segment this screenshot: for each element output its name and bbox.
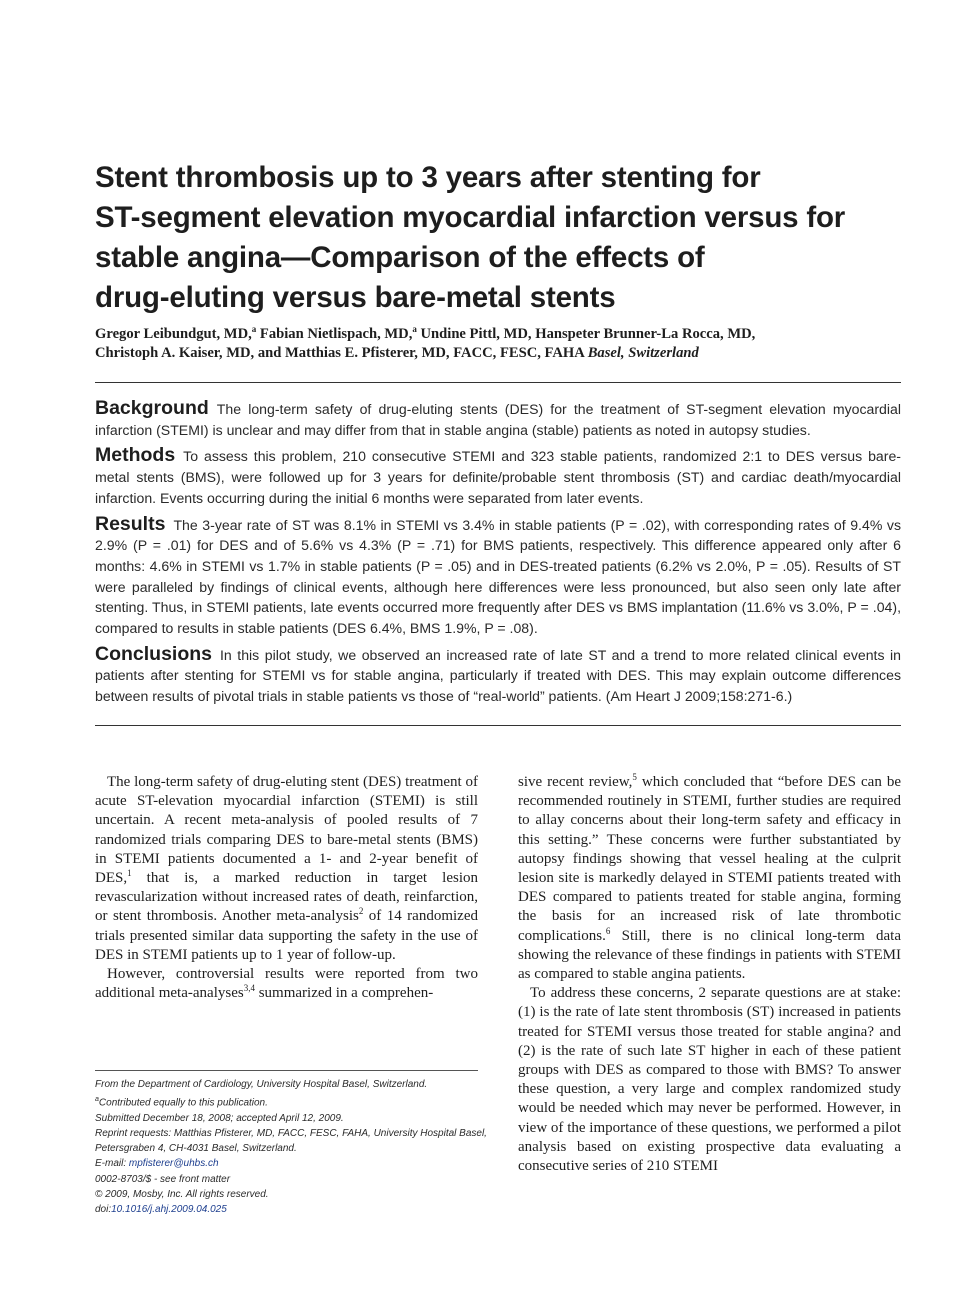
footnotes <box>95 1077 487 1217</box>
body-text: that is, a marked reduction in target lesion revascularization without increased rates of death, reinfarction, or stent thrombosis. Another meta-analysis <box>95 870 478 925</box>
abstract-text: The long-term safety of drug-eluting stents (DES) for the treatment of ST-segment elevation myocardial infarction (STEMI) is unclear and may differ from that in stable angina (stable) patients as noted in autopsy studies. <box>95 401 901 438</box>
abstract-text: In this pilot study, we observed an increased rate of late ST and a trend to more related clinical events in patients after stenting for STEMI vs for stable angina, particularly if treated with DES. This may explain outcome differences between results of pivotal trials in stable patients vs those of “real-world” patients. (Am Heart J 2009;158:271-6.) <box>95 646 901 705</box>
reference-link[interactable]: 5 <box>632 772 637 782</box>
footnote-copyright: © 2009, Mosby, Inc. All rights reserved. <box>95 1188 269 1200</box>
affiliation-marker: a <box>412 324 417 334</box>
body-text: To address these concerns, 2 separate questions are at stake: (1) is the rate of late stent thrombosis (ST) increased in patients treated for STEMI versus those treated for stable angina? and (2) is the rate of such late ST higher in each of these patient groups with DES as compared to those with BMS? To answer these question, a very large and complex randomized study would be needed which may never be performed. However, in view of the importance of these questions, we performed a pilot analysis based on existing prospective data evaluating a consecutive series of 210 STEMI <box>518 985 901 1175</box>
footnote-reprint: Reprint requests: Matthias Pfisterer, MD, FACC, FESC, FAHA, University Hospital Basel, <box>95 1127 487 1139</box>
affiliation-marker: a <box>251 324 257 334</box>
body-text: sive recent review, <box>518 774 633 790</box>
abstract-methods <box>95 445 901 508</box>
abstract-top-rule <box>95 382 901 383</box>
author-list <box>95 320 915 363</box>
footnote-email <box>95 1156 480 1171</box>
body-text: summarized in a comprehen- <box>254 985 434 1002</box>
title-line: Stent thrombosis up to 3 years after stenting for <box>95 161 761 194</box>
affiliation-marker: a <box>95 1096 99 1104</box>
reference-link[interactable]: 1 <box>127 868 132 879</box>
abstract-heading: Background <box>95 397 209 419</box>
title-line: drug-eluting versus bare-metal stents <box>95 281 616 314</box>
abstract-text: The 3-year rate of ST was 8.1% in STEMI vs 3.4% in stable patients (P = .02), with corresponding rates of 9.4% vs 2.9% (P = .01) for DES and of 5.6% vs 4.3% (P = .71) for BMS patients, respectively. This difference appeared only after 6 months: 4.6% in STEMI vs 1.7% in stable patients (P = .05) and in DES-treated patients (6.2% vs 2.0%, P = .05). Results of ST were paralleled by findings of clinical events, although here differences were less pronounced, but also seen only late after stenting. Thus, in STEMI patients, late events occurred more frequently after DES vs BMS implantation (11.6% vs 3.0%, P = .04), compared to results in stable patients (DES 6.4%, BMS 1.9%, P = .08). <box>95 516 901 637</box>
body-paragraph <box>95 773 478 965</box>
author-location: Basel, Switzerland <box>587 344 699 361</box>
footnote-doi <box>95 1202 480 1217</box>
email-link[interactable]: mpfisterer@uhbs.ch <box>128 1158 219 1170</box>
author-line-1 <box>95 320 915 344</box>
footnote-submitted: Submitted December 18, 2008; accepted April 12, 2009. <box>95 1112 344 1124</box>
footnote-contribution <box>95 1092 480 1111</box>
abstract-heading: Results <box>95 512 166 535</box>
article-title <box>95 158 915 318</box>
reference-link[interactable]: 3,4 <box>243 983 255 994</box>
reference-link[interactable]: 2 <box>358 906 364 917</box>
abstract-heading: Conclusions <box>95 642 213 665</box>
body-text: of 14 randomized trials presented similar data supporting the safety in the use of DES in STEMI patients up to 1 year of follow-up. <box>95 908 478 963</box>
title-line: stable angina—Comparison of the effects of <box>95 241 705 274</box>
abstract-results <box>95 514 901 639</box>
footnote-text: E-mail: <box>95 1158 129 1170</box>
footnote-text: Contributed equally to this publication. <box>98 1097 268 1109</box>
body-paragraph <box>518 984 901 1176</box>
footnote-issn: 0002-8703/$ - see front matter <box>95 1173 231 1185</box>
abstract-conclusions <box>95 644 901 707</box>
abstract-heading: Methods <box>95 444 176 467</box>
reference-link[interactable]: 6 <box>605 925 611 936</box>
body-paragraph <box>95 965 478 1003</box>
abstract-background <box>95 398 901 440</box>
abstract <box>95 398 901 712</box>
author-name: Christoph A. Kaiser, MD, and Matthias E. Pfisterer, MD, FACC, FESC, FAHA <box>95 344 585 361</box>
body-text: which concluded that “before DES can be recommended routinely in STEMI, further studies are required to allay concerns about their long-term safety and efficacy in this setting.” These concerns were further substantiated by autopsy findings showing that vessel healing at the culprit lesion site is markedly delayed in STEMI patients treated with DES compared to patients treated for stable angina, forming the basis for an increased risk of late thrombotic complications. <box>518 774 901 944</box>
footnote-text: doi: <box>95 1203 112 1215</box>
author-line-2 <box>95 344 915 363</box>
author-name: Fabian Nietlispach, MD, <box>256 325 413 342</box>
body-column-left <box>95 773 478 1003</box>
doi-link[interactable]: 10.1016/j.ahj.2009.04.025 <box>111 1203 227 1215</box>
footnote-rule <box>95 1070 478 1071</box>
body-paragraph <box>518 773 901 984</box>
body-column-right <box>518 773 901 1176</box>
body-text: The long-term safety of drug-eluting stent (DES) treatment of acute ST-elevation myocardial infarction (STEMI) is still uncertain. A recent meta-analysis of pooled results of 7 randomized trials comparing DES to bare-metal stents (BMS) in STEMI patients documented a 1- and 2-year benefit of DES, <box>95 774 478 887</box>
body-text: Still, there is no clinical long-term data showing the relevance of these findings in patients with STEMI as compared to stable angina patients. <box>518 927 901 983</box>
author-name: Gregor Leibundgut, MD, <box>95 325 252 342</box>
author-name: Undine Pittl, MD, Hanspeter Brunner-La Rocca, MD, <box>416 325 756 342</box>
abstract-bottom-rule <box>95 725 901 726</box>
title-line: ST-segment elevation myocardial infarction versus for <box>95 201 846 234</box>
footnote-reprint: Petersgraben 4, CH-4031 Basel, Switzerland. <box>95 1143 297 1155</box>
abstract-text: To assess this problem, 210 consecutive STEMI and 323 stable patients, randomized 2:1 to DES versus bare-metal stents (BMS), were followed up for 3 years for definite/probable stent thrombosis (ST) and cardiac death/myocardial infarction. Events occurring during the initial 6 months were separated from later events. <box>95 448 901 506</box>
body-text: However, controversial results were reported from two additional meta-analyses <box>95 966 478 1002</box>
footnote-affiliation: From the Department of Cardiology, University Hospital Basel, Switzerland. <box>95 1079 428 1090</box>
